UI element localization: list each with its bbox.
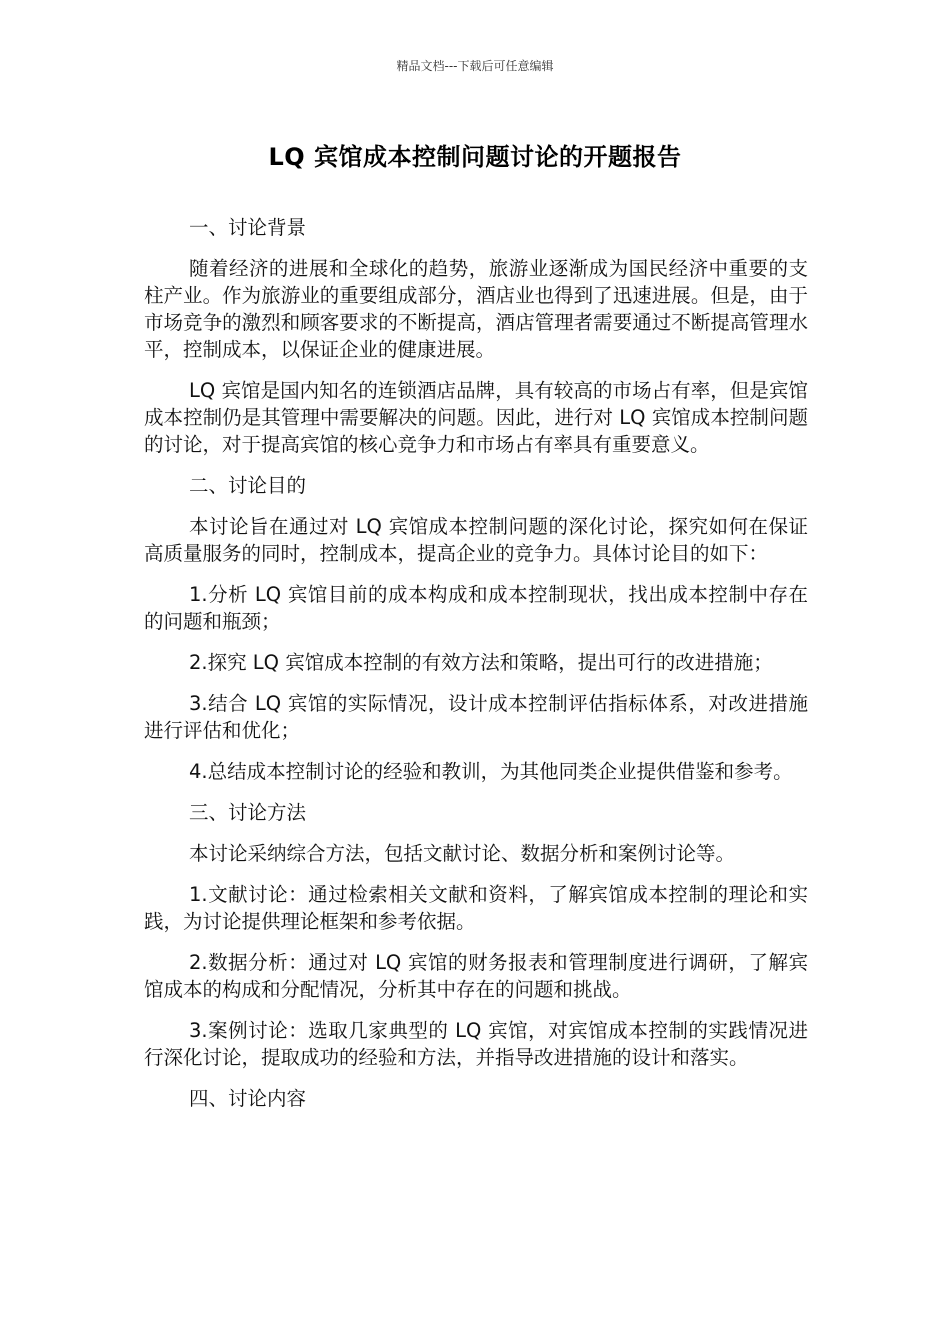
list-item: 4.总结成本控制讨论的经验和教训，为其他同类企业提供借鉴和参考。 — [189, 760, 793, 783]
list-item: 3.结合 LQ 宾馆的实际情况，设计成本控制评估指标体系，对改进措施进行评估和优化； — [144, 692, 808, 742]
paragraph: 本讨论旨在通过对 LQ 宾馆成本控制问题的深化讨论，探究如何在保证高质量服务的同时，控制成本，提高企业的竞争力。具体讨论目的如下： — [144, 515, 808, 565]
document-body — [144, 214, 808, 1126]
paragraph: 随着经济的进展和全球化的趋势，旅游业逐渐成为国民经济中重要的支柱产业。作为旅游业的重要组成部分，酒店业也得到了迅速进展。但是，由于市场竞争的激烈和顾客要求的不断提高，酒店管理者需要通过不断提高管理水平，控制成本，以保证企业的健康进展。 — [144, 257, 808, 361]
list-item: 3.案例讨论：选取几家典型的 LQ 宾馆，对宾馆成本控制的实践情况进行深化讨论，提取成功的经验和方法，并指导改进措施的设计和落实。 — [144, 1019, 808, 1069]
document-title: LQ 宾馆成本控制问题讨论的开题报告 — [268, 143, 682, 171]
list-item: 2.探究 LQ 宾馆成本控制的有效方法和策略，提出可行的改进措施； — [189, 651, 773, 674]
section-heading: 四、讨论内容 — [189, 1087, 307, 1110]
list-item: 1.文献讨论：通过检索相关文献和资料，了解宾馆成本控制的理论和实践，为讨论提供理论框架和参考依据。 — [144, 883, 808, 933]
list-item: 2.数据分析：通过对 LQ 宾馆的财务报表和管理制度进行调研，了解宾馆成本的构成和分配情况，分析其中存在的问题和挑战。 — [144, 951, 808, 1001]
paragraph: 本讨论采纳综合方法，包括文献讨论、数据分析和案例讨论等。 — [189, 842, 736, 865]
section-heading: 三、讨论方法 — [189, 801, 307, 824]
list-item: 1.分析 LQ 宾馆目前的成本构成和成本控制现状，找出成本控制中存在的问题和瓶颈； — [144, 583, 808, 633]
section-heading: 一、讨论背景 — [189, 216, 307, 239]
section-heading: 二、讨论目的 — [189, 474, 307, 497]
page-header: 精品文档---下载后可任意编辑 — [396, 59, 554, 73]
paragraph: LQ 宾馆是国内知名的连锁酒店品牌，具有较高的市场占有率，但是宾馆成本控制仍是其管理中需要解决的问题。因此，进行对 LQ 宾馆成本控制问题的讨论，对于提高宾馆的核心竞争力和市场占有率具有重要意义。 — [144, 379, 808, 456]
